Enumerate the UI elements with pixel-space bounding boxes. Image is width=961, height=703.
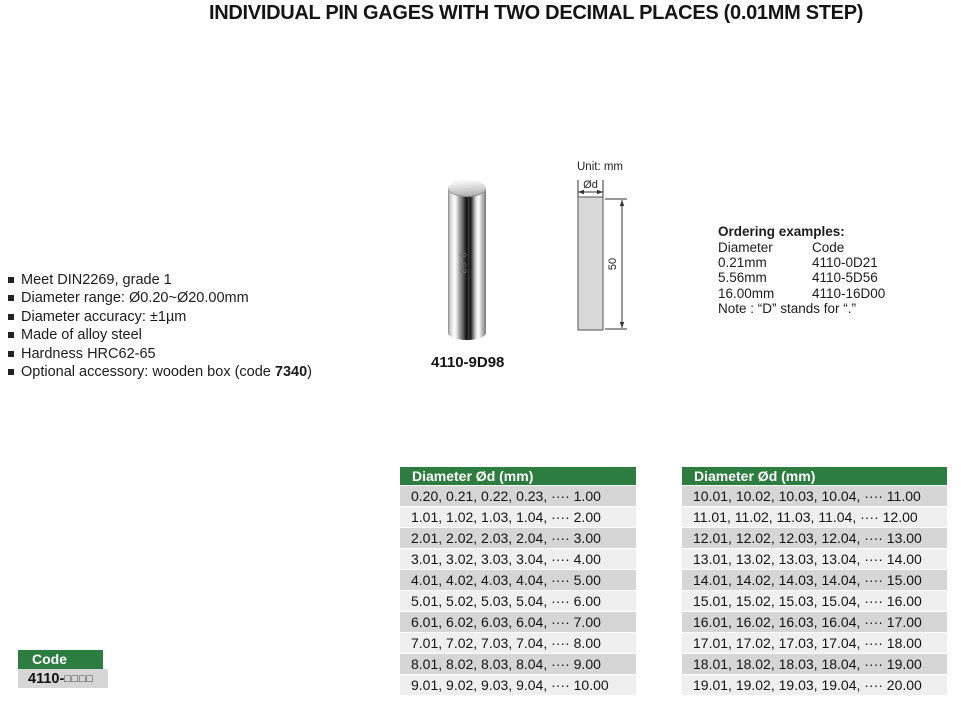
- code-prefix: 4110-: [28, 671, 65, 687]
- ordering-row: [718, 270, 938, 285]
- feature-text-pre: Meet DIN2269, grade 1: [21, 272, 172, 288]
- feature-text-pre: Diameter range: Ø0.20~Ø20.00mm: [21, 290, 249, 307]
- feature-text-bold: 7340: [274, 364, 308, 381]
- table-row: 16.01, 16.02, 16.03, 16.04, ···· 17.00: [682, 612, 947, 633]
- table-header: Diameter Ød (mm): [682, 467, 947, 486]
- ordering-code: 4110-0D21: [812, 255, 878, 271]
- code-placeholder-boxes: □□□□: [64, 673, 94, 685]
- bullet-square-icon: [8, 369, 14, 375]
- table-row: 2.01, 2.02, 2.03, 2.04, ···· 3.00: [400, 528, 636, 549]
- pin-top-cap: [448, 180, 486, 197]
- table-row: 8.01, 8.02, 8.03, 8.04, ···· 9.00: [400, 654, 636, 675]
- height-label: 50: [607, 257, 619, 271]
- dimension-drawing: [565, 155, 657, 340]
- feature-list: [8, 271, 368, 381]
- ordering-col-code: Code: [812, 240, 845, 255]
- ordering-row: [718, 286, 938, 301]
- pin-gage-photo: [448, 180, 486, 340]
- feature-text: [21, 363, 312, 381]
- table-body: [682, 486, 947, 696]
- code-block-value: [18, 669, 108, 688]
- ordering-col-diameter: Diameter: [718, 240, 773, 255]
- table-row: 14.01, 14.02, 14.03, 14.04, ···· 15.00: [682, 570, 947, 591]
- bullet-square-icon: [8, 332, 14, 338]
- table-row: 19.01, 19.02, 19.03, 19.04, ···· 20.00: [682, 675, 947, 696]
- feature-item: [8, 271, 368, 289]
- feature-text-pre: Hardness HRC62-65: [21, 345, 156, 362]
- table-row: 15.01, 15.02, 15.03, 15.04, ···· 16.00: [682, 591, 947, 612]
- page-title: INDIVIDUAL PIN GAGES WITH TWO DECIMAL PLACES (0.01MM STEP): [209, 2, 864, 24]
- ordering-diameter: 16.00mm: [718, 285, 775, 301]
- table-row: 3.01, 3.02, 3.03, 3.04, ···· 4.00: [400, 549, 636, 570]
- feature-text: [21, 308, 186, 326]
- unit-label: Unit: mm: [577, 161, 623, 173]
- code-block-header: Code: [18, 650, 103, 669]
- bullet-square-icon: [8, 295, 14, 301]
- ordering-examples: [718, 224, 938, 316]
- ordering-row: [718, 255, 938, 270]
- diameter-table-right: [682, 467, 947, 696]
- bullet-square-icon: [8, 314, 14, 320]
- ordering-note: Note : “D” stands for “.”: [718, 300, 857, 316]
- pin-outline-rect: [578, 197, 603, 330]
- pin-model-caption: 4110-9D98: [431, 354, 505, 371]
- table-row: 1.01, 1.02, 1.03, 1.04, ···· 2.00: [400, 507, 636, 528]
- diameter-label: Ød: [583, 179, 598, 191]
- bullet-square-icon: [8, 277, 14, 283]
- table-body: [400, 486, 636, 696]
- table-row: 0.20, 0.21, 0.22, 0.23, ···· 1.00: [400, 486, 636, 507]
- feature-text: [21, 289, 249, 307]
- feature-text: [21, 271, 172, 289]
- feature-text: [21, 345, 156, 363]
- arrow-down-icon: [620, 322, 624, 328]
- table-row: 4.01, 4.02, 4.03, 4.04, ···· 5.00: [400, 570, 636, 591]
- feature-text-post: ): [307, 364, 313, 381]
- pin-engraving: 9.98: [456, 252, 468, 275]
- ordering-diameter: 5.56mm: [718, 270, 767, 286]
- diameter-table-left: [400, 467, 636, 696]
- ordering-code: 4110-5D56: [812, 270, 878, 286]
- bullet-square-icon: [8, 351, 14, 357]
- table-row: 18.01, 18.02, 18.03, 18.04, ···· 19.00: [682, 654, 947, 675]
- ordering-header-row: [718, 240, 938, 255]
- feature-item: [8, 308, 368, 326]
- table-row: 13.01, 13.02, 13.03, 13.04, ···· 14.00: [682, 549, 947, 570]
- arrow-up-icon: [620, 200, 624, 206]
- feature-text-pre: Diameter accuracy: ±1µm: [21, 308, 187, 325]
- table-row: 17.01, 17.02, 17.03, 17.04, ···· 18.00: [682, 633, 947, 654]
- feature-text-pre: Made of alloy steel: [21, 327, 142, 344]
- feature-text-pre: Optional accessory: wooden box (code: [21, 364, 275, 381]
- table-row: 12.01, 12.02, 12.03, 12.04, ···· 13.00: [682, 528, 947, 549]
- feature-item: [8, 363, 368, 381]
- table-row: 5.01, 5.02, 5.03, 5.04, ···· 6.00: [400, 591, 636, 612]
- arrow-right-icon: [597, 190, 603, 194]
- ordering-code: 4110-16D00: [812, 285, 886, 301]
- ordering-diameter: 0.21mm: [718, 255, 767, 271]
- feature-item: [8, 289, 368, 307]
- ordering-title: Ordering examples:: [718, 224, 845, 239]
- feature-item: [8, 326, 368, 344]
- feature-item: [8, 345, 368, 363]
- table-row: 10.01, 10.02, 10.03, 10.04, ···· 11.00: [682, 486, 947, 507]
- table-row: 11.01, 11.02, 11.03, 11.04, ···· 12.00: [682, 507, 947, 528]
- feature-text: [21, 326, 142, 344]
- table-header: Diameter Ød (mm): [400, 467, 636, 486]
- table-row: 9.01, 9.02, 9.03, 9.04, ···· 10.00: [400, 675, 636, 696]
- table-row: 7.01, 7.02, 7.03, 7.04, ···· 8.00: [400, 633, 636, 654]
- table-row: 6.01, 6.02, 6.03, 6.04, ···· 7.00: [400, 612, 636, 633]
